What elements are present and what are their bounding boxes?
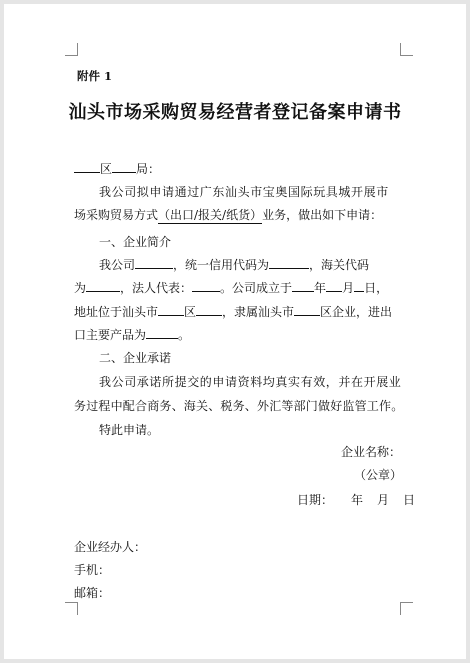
address-district-blank	[158, 303, 184, 316]
date-day: 日	[403, 493, 416, 507]
date-line	[297, 492, 415, 508]
addressee-bureau: 局：	[136, 162, 161, 176]
intro-line-2-post: 业务，做出如下申请：	[262, 208, 383, 222]
commitment-line-1: 我公司承诺所提交的申请资料均真实有效，并在开展业	[99, 375, 402, 389]
bureau-blank	[112, 160, 136, 173]
corner-mark-top-left	[65, 43, 78, 56]
corner-mark-bottom-left	[65, 602, 78, 615]
section-2-heading: 二、企业承诺	[99, 351, 172, 365]
date-label: 日期：	[297, 493, 334, 507]
corner-mark-top-right	[400, 43, 413, 56]
address-detail-blank	[196, 303, 222, 316]
district-blank	[74, 160, 100, 173]
addressee-line	[74, 160, 160, 177]
s1-text: 地址位于汕头市	[74, 305, 159, 319]
founded-year-blank	[292, 279, 314, 292]
s1-text: ，海关代码	[309, 258, 370, 272]
trade-type-options: （出口/报关/纸货）	[158, 208, 263, 222]
s1-text: ，法人代表：	[120, 281, 193, 295]
intro-line-2	[74, 207, 382, 224]
section-1-line-3	[74, 303, 392, 320]
credit-code-blank	[269, 256, 309, 269]
intro-line-2-pre: 场采购贸易方式	[74, 208, 159, 222]
attachment-label: 附件 1	[77, 69, 113, 83]
section-1-heading: 一、企业简介	[99, 235, 172, 249]
s1-text: ，统一信用代码为	[173, 258, 270, 272]
s1-text: 我公司	[99, 258, 136, 272]
commitment-line-2: 务过程中配合商务、海关、税务、外汇等部门做好监管工作。	[74, 399, 404, 413]
s1-text: 月	[342, 281, 355, 295]
email-label: 邮箱：	[74, 586, 111, 600]
s1-text: 区	[184, 305, 197, 319]
phone-label: 手机：	[74, 563, 111, 577]
date-month: 月	[377, 493, 390, 507]
company-name-blank	[135, 256, 173, 269]
s1-text: 日，	[364, 281, 389, 295]
main-products-blank	[146, 326, 178, 339]
seal-label: （公章）	[354, 468, 403, 482]
date-year: 年	[351, 493, 364, 507]
s1-text: 。公司成立于	[220, 281, 293, 295]
s1-text: 区企业，进出	[320, 305, 393, 319]
founded-day-blank	[354, 279, 364, 292]
s1-text: 口主要产品为	[74, 328, 147, 342]
addressee-district: 区	[100, 162, 113, 176]
affiliation-district-blank	[294, 303, 320, 316]
company-name-label: 企业名称：	[341, 445, 402, 459]
s1-text: 为	[74, 281, 87, 295]
handler-label: 企业经办人：	[74, 540, 147, 554]
legal-rep-blank	[192, 279, 220, 292]
s1-text: ，隶属汕头市	[222, 305, 295, 319]
s1-text: 。	[178, 328, 191, 342]
s1-text: 年	[314, 281, 327, 295]
document-page	[4, 4, 466, 659]
founded-month-blank	[326, 279, 342, 292]
document-title: 汕头市场采购贸易经营者登记备案申请书	[68, 102, 402, 123]
section-1-line-2	[74, 279, 388, 296]
customs-code-blank	[86, 279, 120, 292]
intro-line-1: 我公司拟申请通过广东汕头市宝奥国际玩具城开展市	[99, 185, 389, 199]
corner-mark-bottom-right	[400, 602, 413, 615]
section-1-line-4	[74, 326, 190, 343]
closing-text: 特此申请。	[99, 423, 160, 437]
section-1-line-1	[99, 256, 369, 273]
